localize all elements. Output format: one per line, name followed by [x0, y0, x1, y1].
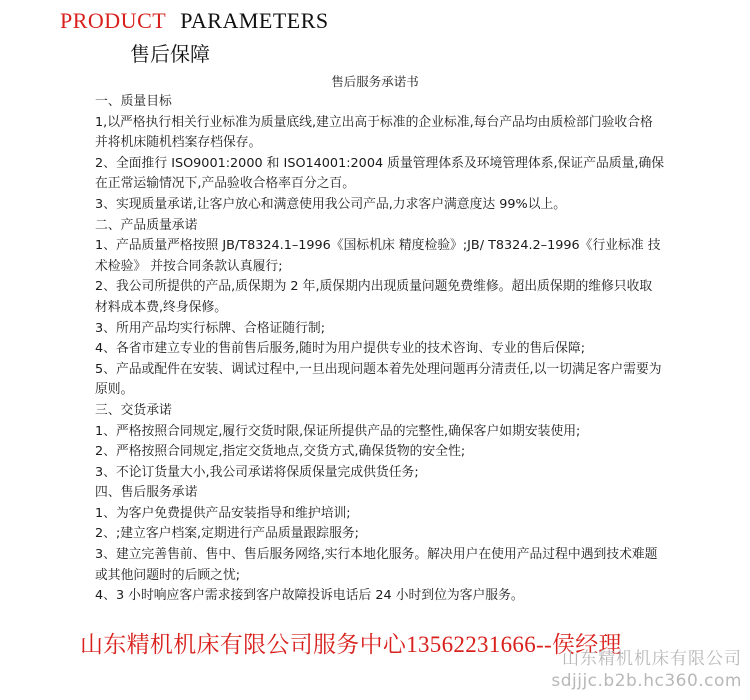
paragraph: 2、;建立客户档案,定期进行产品质量跟踪服务;	[95, 526, 359, 542]
page-header	[60, 6, 329, 38]
section-heading: 二、产品质量承诺	[95, 217, 198, 233]
paragraph: 4、各省市建立专业的售前售后服务,随时为用户提供专业的技术咨询、专业的售后保障;	[95, 341, 586, 357]
paragraph: 3、建立完善售前、售中、售后服务网络,实行本地化服务。解决用户在使用产品过程中遇到技术难题或其他问题时的后顾之忧;	[95, 547, 658, 583]
header-word-product: PRODUCT	[60, 8, 167, 33]
paragraph: 3、所用产品均实行标牌、合格证随行制;	[95, 320, 326, 336]
paragraph: 5、产品或配件在安装、调试过程中,一旦出现问题本着先处理问题再分清责任,以一切满足客户需要为原则。	[95, 361, 662, 398]
paragraph: 4、3 小时响应客户需求接到客户故障投诉电话后 24 小时到位为客户服务。	[95, 588, 524, 604]
header-subtitle: 售后保障	[130, 42, 210, 66]
section-heading: 一、质量目标	[95, 94, 172, 109]
paragraph: 1、严格按照合同规定,履行交货时限,保证所提供产品的完整性,确保客户如期安装使用;	[95, 423, 581, 439]
watermark	[551, 648, 742, 692]
header-word-parameters: PARAMETERS	[180, 8, 329, 33]
paragraph: 2、严格按照合同规定,指定交货地点,交货方式,确保货物的安全性;	[95, 444, 466, 460]
paragraph: 2、全面推行 ISO9001:2000 和 ISO14001:2004 质量管理体系及环境管理体系,保证产品质量,确保在正常运输情况下,产品验收合格率百分之百。	[95, 155, 665, 192]
paragraph: 3、不论订货量大小,我公司承诺将保质保量完成供货任务;	[95, 464, 419, 480]
document-body	[95, 92, 665, 607]
section-heading: 四、售后服务承诺	[95, 485, 198, 501]
service-contact: 山东精机机床有限公司服务中心13562231666--侯经理	[80, 632, 622, 657]
paragraph: 1、产品质量严格按照 JB/T8324.1–1996《国标机床 精度检验》;JB/ T8324.2–1996《行业标准 技术检验》 并按合同条款认真履行;	[95, 238, 661, 274]
header-title	[60, 6, 329, 38]
paragraph: 1,以严格执行相关行业标准为质量底线,建立出高于标准的企业标准,每台产品均由质检部门验收合格并将机床随机档案存档保存。	[95, 114, 653, 151]
watermark-company: 山东精机机床有限公司	[562, 649, 742, 669]
paragraph: 2、我公司所提供的产品,质保期为 2 年,质保期内出现质量问题免费维修。超出质保期的维修只收取材料成本费,终身保修。	[95, 279, 653, 315]
paragraph: 1、为客户免费提供产品安装指导和维护培训;	[95, 505, 351, 521]
section-heading: 三、交货承诺	[95, 402, 172, 418]
document-title: 售后服务承诺书	[331, 74, 419, 89]
paragraph: 3、实现质量承诺,让客户放心和满意使用我公司产品,力求客户满意度达 99%以上。	[95, 196, 567, 212]
watermark-domain: sdjjjc.b2b.hc360.com	[551, 671, 742, 691]
